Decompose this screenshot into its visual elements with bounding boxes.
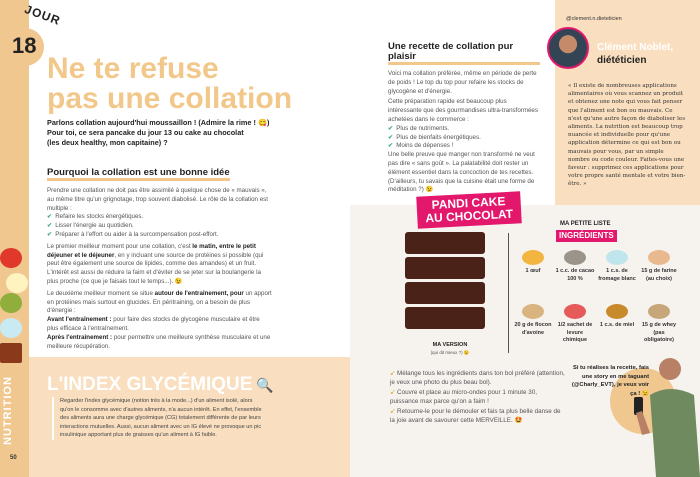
page-title: Ne te refuse pas une collation [47, 52, 293, 115]
bullet: Lisser l'énergie au quotidien. [55, 222, 134, 230]
step: ➹ Couvre et place au micro-ondes pour 1 minute 30, puissance max parce qu'on a faim ! [390, 389, 538, 405]
ingredient-icon [522, 304, 544, 319]
ingredient-icon [648, 250, 670, 265]
bowl-icon [0, 318, 22, 338]
ingredient-icon [606, 304, 628, 319]
arrow-icon: ➹ [390, 370, 398, 377]
expert-name: Clément Noblet, [597, 42, 674, 53]
day-label: JOUR [22, 2, 63, 28]
egg-icon [6, 273, 28, 293]
paragraph: Voici ma collation préférée, même en période de perte de poids ! Le top du top pour refaire les stocks de glycogène et d'énergie. [388, 70, 537, 95]
expert-role: diététicien [597, 55, 647, 66]
why-snack-section [47, 162, 272, 351]
recipe-title: PANDI CAKE AU CHOCOLAT [416, 191, 521, 228]
story-callout: Si tu réalises la recette, fais une story en me taguant (@Charly_EVT), je veux voir ça ! 😉 [571, 365, 649, 397]
bullet: Refaire les stocks énergétiques. [55, 213, 144, 221]
paragraph: Avant l'entraînement : pour faire des stocks de glycogène musculaire et être plus efficace à l'entraînement. [47, 316, 260, 332]
ingredient-icon [522, 250, 544, 265]
recipe-intro-section [388, 42, 540, 195]
paragraph: Une belle preuve que manger non transformé ne veut pas dire « sans goût ». La palatabilité doit rester un élément essentiel dans la concoction de tes recettes. (D'ailleurs, tu savais que la cuisine était une forme de méditation ?) 😉 [388, 151, 535, 194]
ingredient-icon [564, 304, 586, 319]
ingredient-label: 1 c.s. de miel [599, 322, 635, 328]
step: ➹ Mélange tous les ingrédients dans ton bol préféré (attention, je veux une photo du plus beau bol). [390, 370, 565, 386]
section-label: NUTRITION [2, 376, 14, 445]
check-icon: ✔ [388, 133, 394, 141]
ingredient-item [639, 250, 679, 283]
glycemic-index-text: Regarder l'index glycémique (notion très à la mode...) d'un aliment isolé, alors qu'on le consomme avec d'autres aliments, n'a aucun intérêt. En effet, l'ensemble des aliments aura une charge glycémique (CG) totalement différente de par leurs interactions mutuelles. Aussi, aucun aliment avec un IG élevé ne provoque un pic insulinique apportant plus de graisses qu'un aliment à IG faible. [52, 397, 262, 440]
bullet: Plus de bienfaits énergétiques. [396, 133, 481, 141]
day-number: 18 [12, 33, 37, 58]
chocolate-icon [0, 343, 22, 363]
paragraph: Cette préparation rapide est beaucoup plus intéressante que des gourmandises ultra-transformées achetées dans le commerce : [388, 98, 538, 123]
paragraph: Le deuxième meilleur moment se situe autour de l'entraînement, pour un apport en protéines mais surtout en glucides. En péritraining, on a besoin de plus d'énergie : [47, 289, 272, 315]
ingredients-label: INGRÉDIENTS [556, 230, 617, 242]
version-caption: (qui dit mieux ?) 😉 [430, 350, 470, 355]
tomato-icon [0, 248, 22, 268]
check-icon: ✔ [47, 213, 53, 221]
bullet: Plus de nutriments. [396, 124, 450, 132]
bullet: Moins de dépenses ! [396, 142, 454, 150]
ingredient-item [597, 250, 637, 283]
ingredient-label: 1 c.c. de cacao 100 % [555, 268, 595, 282]
avocado-icon [0, 293, 22, 313]
ingredient-item [513, 304, 553, 337]
recipe-steps [390, 370, 565, 428]
expert-avatar [547, 27, 589, 69]
expert-quote: « Il existe de nombreuses applications alimentaires où vous scannez un produit et obtenez une note qui vous fait penser que l'aliment est bon ou mauvais. Ce n'est qu'une autre façon de diaboliser les aliments. La nutrition est beaucoup trop nuancée et individuelle pour qu'une application détermine ce qui est bon ou mauvais pour vous, par un simple nombre ou code couleur. Faites-vous une faveur : supprimez ces applications pour votre propre santé mentale et votre bien-être. » [568, 83, 686, 188]
step: ➹ Retourne-le pour le démouler et fais ta plus belle danse de la joie avant de savourer cette MERVEILLE. 🤩 [390, 408, 561, 424]
check-icon: ✔ [388, 124, 394, 132]
ingredient-label: 1 œuf [525, 268, 541, 274]
expert-handle: @clement.n.dieteticien [566, 16, 622, 22]
bullet: Préparer à l'effort ou aider à la surcompensation post-effort. [55, 230, 219, 238]
paragraph: Le premier meilleur moment pour une collation, c'est le matin, entre le petit déjeuner et le déjeuner, en y incluant une source de protéines si possible (qui peut être également une source de lipides, comme des amandes) et un fruit. L'intérêt est aussi de réduire la faim et d'éviter de se jeter sur la boulangerie la plus proche (ce que je faisais tout le temps...). 😉 [47, 242, 264, 285]
ingredient-label: 15 g de farine (au choix) [641, 268, 677, 282]
author-photo [628, 355, 700, 477]
ingredient-item [639, 304, 679, 345]
ingredient-item [555, 250, 595, 283]
chocolate-cake-image [405, 232, 485, 332]
paragraph: Prendre une collation ne doit pas être assimilé à quelque chose de « mauvais », au même titre qu'un grignotage, trop souvent diabolisé. Le rôle de la collation est multiple : [47, 187, 268, 212]
divider [508, 233, 509, 353]
ingredient-label: 1 c.s. de fromage blanc [598, 268, 636, 282]
ingredient-label: 15 g de whey (pas obligatoire) [641, 322, 677, 343]
ingredient-icon [564, 250, 586, 265]
section-heading: Une recette de collation pur plaisir [388, 42, 540, 65]
magnifier-icon: 🔍 [252, 377, 274, 393]
ingredient-icon [606, 250, 628, 265]
ingredient-item [597, 304, 637, 330]
version-label: MA VERSION [432, 342, 468, 348]
ingredient-item [513, 250, 553, 276]
arrow-icon: ➹ [390, 389, 398, 397]
check-icon: ✔ [47, 230, 53, 238]
ingredient-label: 20 g de flocon d'avoine [514, 322, 552, 336]
check-icon: ✔ [388, 142, 394, 150]
ingredient-label: 1/2 sachet de levure chimique [557, 322, 593, 343]
check-icon: ✔ [47, 222, 53, 230]
intro-text: Parlons collation aujourd'hui moussaillon ! (Admire la rime ! 😋) Pour toi, ce sera pancake du jour 13 ou cake au chocolat (les deux healthy, mon capitaine) ? [47, 118, 270, 147]
section-heading: Pourquoi la collation est une bonne idée [47, 168, 230, 181]
ingredient-icon [648, 304, 670, 319]
arrow-icon: ➹ [390, 408, 398, 416]
paragraph: Après l'entraînement : pour permettre une meilleure synthèse musculaire et une meilleure récupération. [47, 333, 271, 350]
list-label: MA PETITE LISTE [560, 221, 611, 227]
ingredient-item [555, 304, 595, 345]
glycemic-index-title: L'INDEX GLYCÉMIQUE 🔍 [47, 374, 274, 395]
page-number: 50 [10, 455, 17, 461]
